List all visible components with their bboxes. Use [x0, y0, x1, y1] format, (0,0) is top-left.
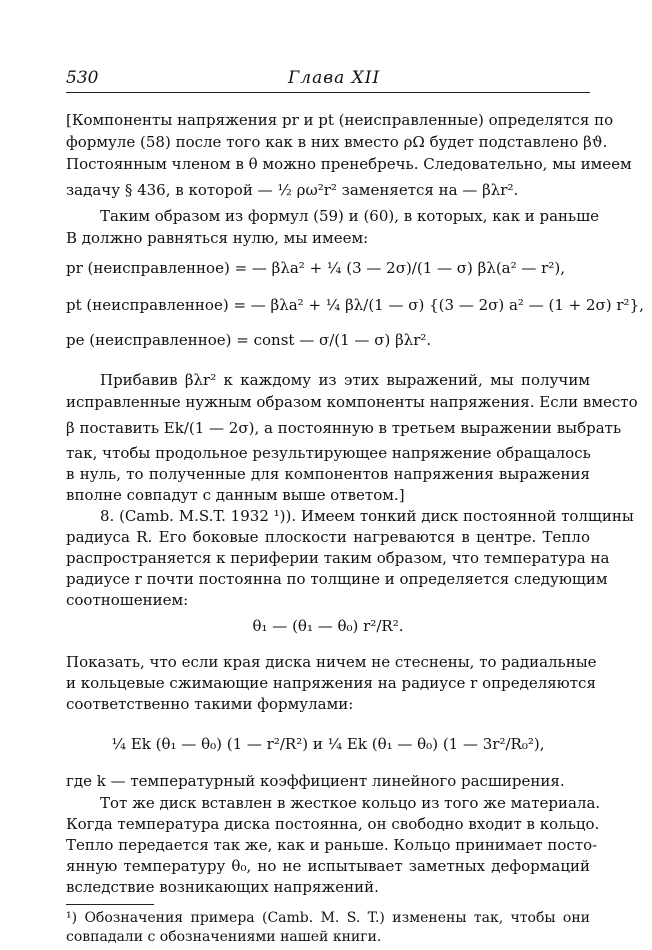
text-line: [Компоненты напряжения pr и pt (неисправленные) определятся по — [66, 111, 614, 129]
text-line: где k — температурный коэффициент линейного расширения. — [66, 772, 565, 790]
text-line: формуле (58) после того как в них вместо ρΩ будет подставлено βϑ. — [66, 133, 608, 151]
text-line: янную температуру θ₀, но не испытывает заметных деформаций — [66, 857, 590, 875]
text-line: соотношением: — [66, 591, 189, 609]
text-line: радиусе r почти постоянна по толщине и определяется следующим — [66, 570, 608, 588]
footnote-line: ¹) Обозначения примера (Camb. M. S. T.) изменены так, чтобы они — [66, 910, 590, 926]
text-line: Тепло передается так же, как и раньше. Кольцо принимает посто- — [66, 836, 598, 854]
text-line: Когда температура диска постоянна, он свободно входит в кольцо. — [66, 815, 600, 833]
equation-temperature: θ₁ — (θ₁ — θ₀) r²/R². — [252, 617, 404, 635]
text-line: Прибавив βλr² к каждому из этих выражений, мы получим — [100, 371, 590, 389]
text-line: соответственно такими формулами: — [66, 695, 354, 713]
text-line: и кольцевые сжимающие напряжения на радиусе r определяются — [66, 674, 596, 692]
text-line: вполне совпадут с данным выше ответом.] — [66, 486, 405, 504]
text-line: в нуль, то полученные для компонентов напряжения выражения — [66, 465, 590, 483]
text-line: распространяется к периферии таким образом, что температура на — [66, 549, 610, 567]
footnote-line: совпадали с обозначениями нашей книги. — [66, 929, 382, 945]
text-line: радиуса R. Его боковые плоскости нагреваются в центре. Тепло — [66, 528, 590, 546]
equation-stresses: ¼ Ek (θ₁ — θ₀) (1 — r²/R²) и ¼ Ek (θ₁ — θ₀) (1 — 3r²/R₀²), — [111, 735, 545, 753]
header-rule — [66, 92, 590, 93]
text-line: исправленные нужным образом компоненты напряжения. Если вместо — [66, 393, 638, 411]
text-line: B должно равняться нулю, мы имеем: — [66, 229, 369, 247]
text-line: задачу § 436, в которой — ½ ρω²r² заменяется на — βλr². — [66, 181, 519, 199]
text-line: Показать, что если края диска ничем не стеснены, то радиальные — [66, 653, 597, 671]
text-line: вследствие возникающих напряжений. — [66, 878, 379, 896]
text-line: β поставить Ek/(1 — 2σ), а постоянную в третьем выражении выбрать — [66, 419, 622, 437]
footnote-rule — [66, 904, 154, 905]
text-line: Таким образом из формул (59) и (60), в которых, как и раньше — [100, 207, 600, 225]
chapter-title: Глава XII — [288, 68, 381, 88]
page-number: 530 — [66, 68, 99, 88]
text-line: Тот же диск вставлен в жесткое кольцо из того же материала. — [100, 794, 601, 812]
text-line: 8. (Camb. M.S.T. 1932 ¹)). Имеем тонкий диск постоянной толщины — [100, 507, 634, 525]
text-line: так, чтобы продольное результирующее напряжение обращалось — [66, 444, 591, 462]
equation-pe: pe (неисправленное) = const — σ/(1 — σ) βλr². — [66, 331, 432, 349]
equation-pr: pr (неисправленное) = — βλa² + ¼ (3 — 2σ)/(1 — σ) βλ(a² — r²), — [66, 259, 565, 277]
text-line: Постоянным членом в θ можно пренебречь. Следовательно, мы имеем — [66, 155, 632, 173]
equation-pt: pt (неисправленное) = — βλa² + ¼ βλ/(1 — σ) {(3 — 2σ) a² — (1 + 2σ) r²}, — [66, 296, 644, 314]
